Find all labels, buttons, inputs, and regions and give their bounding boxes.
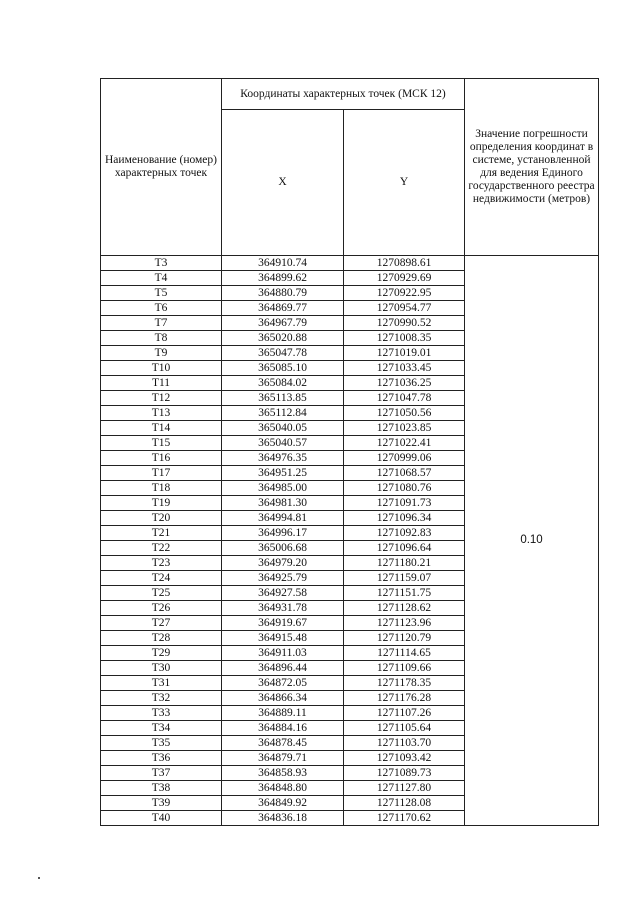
x-cell: 364896.44 <box>222 661 344 676</box>
point-name-cell: Т27 <box>101 616 222 631</box>
x-cell: 364910.74 <box>222 256 344 271</box>
y-cell: 1271019.01 <box>344 346 465 361</box>
x-cell: 364925.79 <box>222 571 344 586</box>
point-name-cell: Т31 <box>101 676 222 691</box>
x-cell: 364869.77 <box>222 301 344 316</box>
x-cell: 364979.20 <box>222 556 344 571</box>
y-cell: 1271033.45 <box>344 361 465 376</box>
y-cell: 1271127.80 <box>344 781 465 796</box>
x-cell: 365040.57 <box>222 436 344 451</box>
y-cell: 1271123.96 <box>344 616 465 631</box>
y-cell: 1271050.56 <box>344 406 465 421</box>
x-cell: 364884.16 <box>222 721 344 736</box>
y-cell: 1271170.62 <box>344 811 465 826</box>
point-name-cell: Т17 <box>101 466 222 481</box>
scan-speck <box>38 877 40 879</box>
x-cell: 364976.35 <box>222 451 344 466</box>
header-coordinates-group: Координаты характерных точек (МСК 12) <box>222 79 465 110</box>
point-name-cell: Т13 <box>101 406 222 421</box>
y-cell: 1271022.41 <box>344 436 465 451</box>
point-name-cell: Т28 <box>101 631 222 646</box>
y-cell: 1271103.70 <box>344 736 465 751</box>
x-cell: 365112.84 <box>222 406 344 421</box>
point-name-cell: Т20 <box>101 511 222 526</box>
point-name-cell: Т8 <box>101 331 222 346</box>
point-name-cell: Т33 <box>101 706 222 721</box>
x-cell: 364911.03 <box>222 646 344 661</box>
y-cell: 1271105.64 <box>344 721 465 736</box>
y-cell: 1270954.77 <box>344 301 465 316</box>
x-cell: 365020.88 <box>222 331 344 346</box>
point-name-cell: Т7 <box>101 316 222 331</box>
x-cell: 365006.68 <box>222 541 344 556</box>
point-name-cell: Т35 <box>101 736 222 751</box>
y-cell: 1271092.83 <box>344 526 465 541</box>
coordinates-table <box>100 78 599 826</box>
point-name-cell: Т3 <box>101 256 222 271</box>
x-cell: 364951.25 <box>222 466 344 481</box>
y-cell: 1270898.61 <box>344 256 465 271</box>
x-cell: 364858.93 <box>222 766 344 781</box>
y-cell: 1271093.42 <box>344 751 465 766</box>
point-name-cell: Т18 <box>101 481 222 496</box>
y-cell: 1271159.07 <box>344 571 465 586</box>
y-cell: 1270929.69 <box>344 271 465 286</box>
x-cell: 364836.18 <box>222 811 344 826</box>
x-cell: 365084.02 <box>222 376 344 391</box>
point-name-cell: Т14 <box>101 421 222 436</box>
x-cell: 364985.00 <box>222 481 344 496</box>
point-name-cell: Т4 <box>101 271 222 286</box>
y-cell: 1270999.06 <box>344 451 465 466</box>
y-cell: 1271176.28 <box>344 691 465 706</box>
x-cell: 364889.11 <box>222 706 344 721</box>
point-name-cell: Т5 <box>101 286 222 301</box>
y-cell: 1271128.08 <box>344 796 465 811</box>
point-name-cell: Т24 <box>101 571 222 586</box>
point-name-cell: Т9 <box>101 346 222 361</box>
y-cell: 1271151.75 <box>344 586 465 601</box>
x-cell: 364931.78 <box>222 601 344 616</box>
point-name-cell: Т39 <box>101 796 222 811</box>
y-cell: 1271047.78 <box>344 391 465 406</box>
point-name-cell: Т15 <box>101 436 222 451</box>
point-name-cell: Т16 <box>101 451 222 466</box>
point-name-cell: Т11 <box>101 376 222 391</box>
y-cell: 1271180.21 <box>344 556 465 571</box>
point-name-cell: Т21 <box>101 526 222 541</box>
point-name-cell: Т34 <box>101 721 222 736</box>
x-cell: 364994.81 <box>222 511 344 526</box>
header-error-value: Значение погрешности определения координат в системе, установленной для ведения Единого государственного реестра недвижимости (метров) <box>465 79 599 256</box>
x-cell: 364849.92 <box>222 796 344 811</box>
x-cell: 364915.48 <box>222 631 344 646</box>
y-cell: 1270990.52 <box>344 316 465 331</box>
y-cell: 1271036.25 <box>344 376 465 391</box>
point-name-cell: Т32 <box>101 691 222 706</box>
point-name-cell: Т37 <box>101 766 222 781</box>
x-cell: 364880.79 <box>222 286 344 301</box>
table-row <box>101 256 599 271</box>
header-x: X <box>222 110 344 256</box>
header-point-name: Наименование (номер) характерных точек <box>101 79 222 256</box>
y-cell: 1271107.26 <box>344 706 465 721</box>
point-name-cell: Т40 <box>101 811 222 826</box>
y-cell: 1271096.34 <box>344 511 465 526</box>
y-cell: 1271091.73 <box>344 496 465 511</box>
x-cell: 365040.05 <box>222 421 344 436</box>
x-cell: 364899.62 <box>222 271 344 286</box>
point-name-cell: Т12 <box>101 391 222 406</box>
x-cell: 364872.05 <box>222 676 344 691</box>
error-value-cell: 0.10 <box>465 256 599 826</box>
x-cell: 364878.45 <box>222 736 344 751</box>
point-name-cell: Т30 <box>101 661 222 676</box>
x-cell: 364866.34 <box>222 691 344 706</box>
point-name-cell: Т26 <box>101 601 222 616</box>
x-cell: 364879.71 <box>222 751 344 766</box>
y-cell: 1271068.57 <box>344 466 465 481</box>
y-cell: 1270922.95 <box>344 286 465 301</box>
header-y: Y <box>344 110 465 256</box>
y-cell: 1271128.62 <box>344 601 465 616</box>
table-body <box>101 256 599 826</box>
point-name-cell: Т36 <box>101 751 222 766</box>
x-cell: 364967.79 <box>222 316 344 331</box>
x-cell: 364848.80 <box>222 781 344 796</box>
point-name-cell: Т25 <box>101 586 222 601</box>
x-cell: 365047.78 <box>222 346 344 361</box>
y-cell: 1271109.66 <box>344 661 465 676</box>
point-name-cell: Т6 <box>101 301 222 316</box>
y-cell: 1271008.35 <box>344 331 465 346</box>
point-name-cell: Т10 <box>101 361 222 376</box>
point-name-cell: Т22 <box>101 541 222 556</box>
point-name-cell: Т19 <box>101 496 222 511</box>
x-cell: 364919.67 <box>222 616 344 631</box>
x-cell: 364981.30 <box>222 496 344 511</box>
x-cell: 365113.85 <box>222 391 344 406</box>
x-cell: 364927.58 <box>222 586 344 601</box>
y-cell: 1271023.85 <box>344 421 465 436</box>
y-cell: 1271114.65 <box>344 646 465 661</box>
y-cell: 1271178.35 <box>344 676 465 691</box>
x-cell: 364996.17 <box>222 526 344 541</box>
y-cell: 1271120.79 <box>344 631 465 646</box>
y-cell: 1271089.73 <box>344 766 465 781</box>
point-name-cell: Т29 <box>101 646 222 661</box>
y-cell: 1271096.64 <box>344 541 465 556</box>
point-name-cell: Т38 <box>101 781 222 796</box>
y-cell: 1271080.76 <box>344 481 465 496</box>
x-cell: 365085.10 <box>222 361 344 376</box>
point-name-cell: Т23 <box>101 556 222 571</box>
